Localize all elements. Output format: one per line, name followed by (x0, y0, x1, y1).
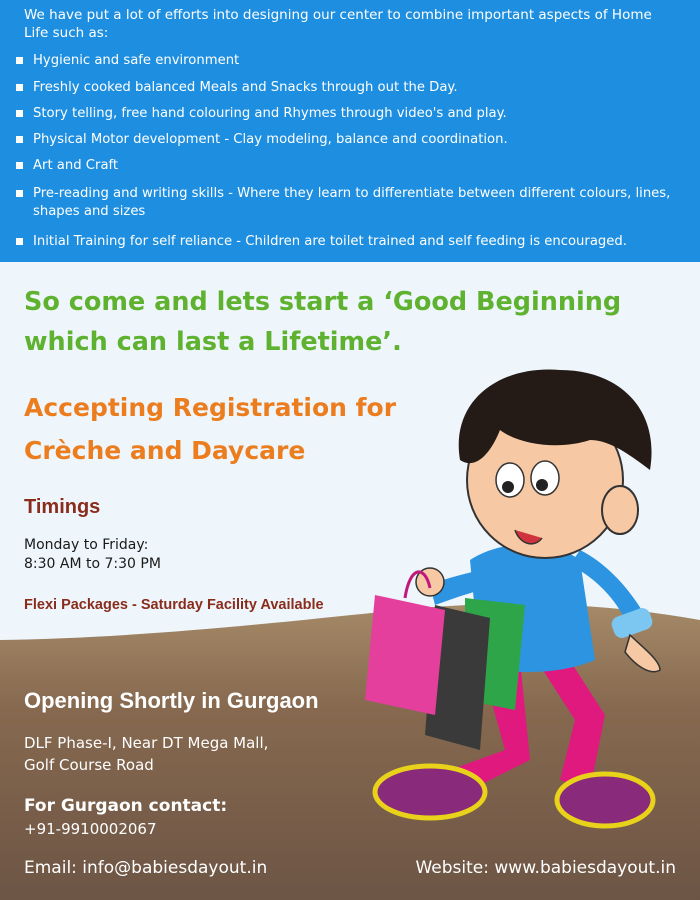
headline: So come and lets start a ‘Good Beginning which can last a Lifetime’. (24, 287, 622, 357)
website-link[interactable]: Website: www.babiesdayout.in (415, 858, 676, 878)
features-panel (0, 0, 700, 262)
feature-item: Hygienic and safe environment (14, 52, 239, 70)
feature-item: Physical Motor development - Clay modeling, balance and coordination. (14, 131, 508, 149)
flexi-packages: Flexi Packages - Saturday Facility Available (24, 597, 324, 613)
feature-item: Story telling, free hand colouring and Rhymes through video's and play. (14, 105, 507, 123)
address-line-2: Golf Course Road (24, 756, 154, 774)
phone-number[interactable]: +91-9910002067 (24, 820, 157, 838)
cartoon-boy-illustration (330, 360, 690, 860)
feature-item: Pre-reading and writing skills - Where they learn to differentiate between different colours, lines, shapes and sizes (14, 185, 674, 221)
feature-item: Initial Training for self reliance - Children are toilet trained and self feeding is encouraged. (14, 233, 627, 251)
email-link[interactable]: Email: info@babiesdayout.in (24, 858, 268, 878)
intro-text: We have put a lot of efforts into designing our center to combine important aspects of Home Life such as: (24, 7, 652, 41)
feature-item: Freshly cooked balanced Meals and Snacks through out the Day. (14, 79, 458, 97)
registration-heading: Accepting Registration for Crèche and Daycare (24, 393, 397, 465)
timing-hours: 8:30 AM to 7:30 PM (24, 556, 161, 572)
opening-heading: Opening Shortly in Gurgaon (24, 688, 319, 713)
timings-title: Timings (24, 496, 101, 518)
timing-days: Monday to Friday: (24, 537, 149, 553)
feature-item: Art and Craft (14, 157, 118, 175)
address-line-1: DLF Phase-I, Near DT Mega Mall, (24, 734, 269, 752)
contact-title: For Gurgaon contact: (24, 796, 228, 816)
